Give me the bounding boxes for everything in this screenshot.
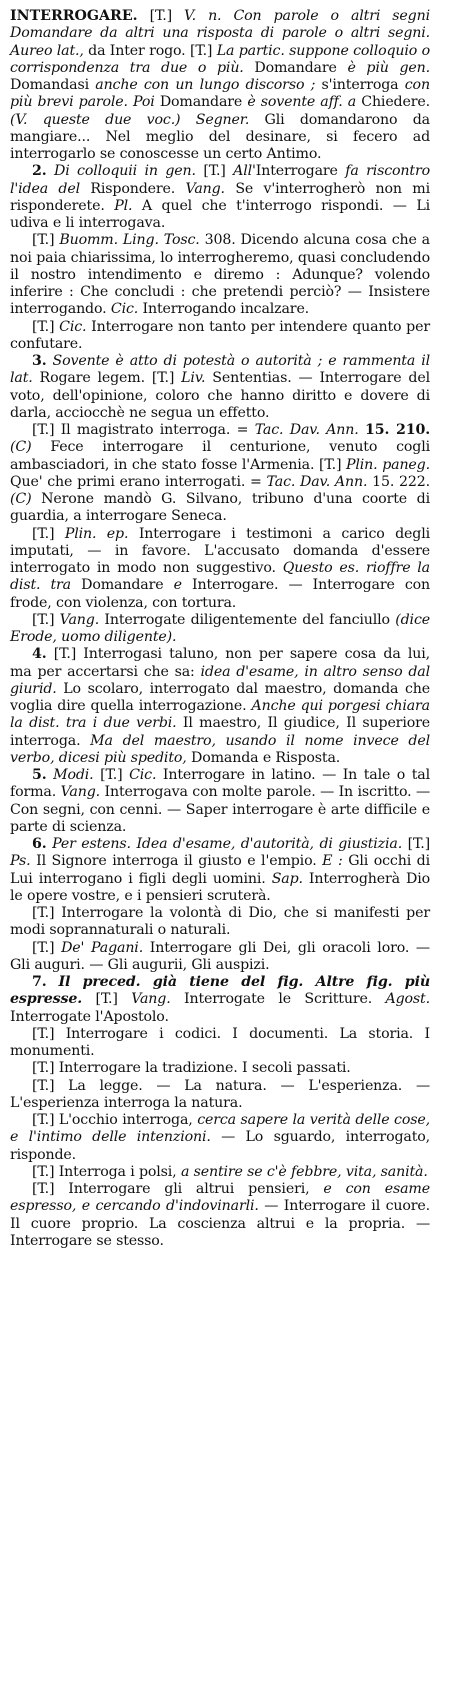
source-citation: Liv. [181,370,206,387]
entry-paragraph-7 [10,526,430,612]
usage-note: e con esame espresso, e cercando d'indovinarli. [10,1181,430,1215]
source-tag: (C) [10,439,32,456]
usage-note: è sovente aff. a [247,94,357,111]
term: Chiedere. [361,94,430,111]
example-quote: [T.] Interrogasi taluno, non per sapere cosa da lui, ma per accertarsi che sa: [10,646,430,680]
source-citation: E : [322,853,343,870]
source-tag: [T.] [32,525,55,542]
example-quote: [T.] Interrogare i codici. I documenti. La storia. I monumenti. [10,1025,430,1059]
source-citation: Vang. [131,991,171,1008]
source-tag: [T.] [100,767,123,783]
example-quote: Gli domandarono da mangiare... Nel meglio del desinare, si fecero ad interrogarlo se conoscesse un certo Antimo. [10,111,430,162]
source-citation: Ps. [10,853,31,870]
source-citation: Cic. [110,301,139,318]
term: Rispondere. [90,180,176,197]
term: Interrogare [255,163,338,180]
usage-note: cerca sapere la verità delle cose, e l'intimo delle intenzioni. [10,1112,430,1146]
usage-note: fa riscontro l'idea del [10,163,430,197]
definition-text: V. n. Con parole o altri segni Domandare da altri una risposta di parole o altri segni. Aureo lat., [10,8,430,59]
source-citation: Plin. ep. [64,525,129,542]
source-citation: Cic. [59,318,87,335]
source-tag: [T.] [32,318,55,335]
entry-paragraph-16 [10,1060,430,1077]
sense-number: 4. [32,646,47,663]
source-tag: [T.] [32,939,55,956]
entry-paragraph-4 [10,319,430,354]
entry-paragraph-8 [10,612,430,647]
entry-paragraph-2 [10,163,430,232]
usage-note: idea d'esame, in altro senso dal giurid. [10,663,430,697]
source-citation: Tac. Dav. Ann. [254,422,359,438]
term: Domanda e Risposta. [191,749,341,766]
source-citation: Pl. [114,197,133,214]
entry-paragraph-11 [10,836,430,905]
entry-paragraph-20 [10,1181,430,1250]
example-quote: 308. Dicendo alcuna cosa che a noi paia chiarissima, lo interrogheremo, quasi concludendo il nostro intendimento e diremo : Adunque? volendo inferire : Che concludi : che pretendi perciò? — Insistere interrogando. [10,232,430,318]
example-quote: Interrogare in latino. — In tale o tal forma. [10,767,430,801]
source-citation: Tac. Dav. Ann. [266,473,368,490]
latin-term: Rogare legem. [T.] [39,370,175,387]
usage-note: (dice Erode, uomo diligente). [10,611,430,645]
sense-label: Il preced. già tiene del fig. Altre fig. più espresse. [10,974,430,1008]
example-quote: Lo scolaro, interrogato dal maestro, domanda che voglia dire quella interrogazione. [10,680,430,714]
example-quote: [T.] Interrogare gli altrui pensieri, [32,1181,310,1197]
term: Interrogare. [192,577,279,594]
example-quote: [T.] Il magistrato interroga. = [32,422,249,438]
entry-paragraph-1 [10,8,430,163]
entry-paragraph-3 [10,232,430,318]
example-quote: [T.] Interrogare la volontà di Dio, che si manifesti per modi soprannaturali o naturali. [10,905,430,939]
usage-note: e [173,577,182,594]
example-quote: [T.] La legge. — La natura. — L'esperienza. — L'esperienza interroga la natura. [10,1077,430,1111]
usage-note: è più gen. [347,59,430,76]
entry-paragraph-12 [10,905,430,940]
example-quote: Interrogate l'Apostolo. [10,1008,169,1025]
example-quote: Il maestro, Il giudice, Il superiore interroga. [10,715,430,749]
term: Domandare [254,59,337,76]
example-quote: — Lo sguardo, interrogato, risponde. [10,1129,431,1163]
usage-note: All' [233,163,256,180]
example-quote: A quel che t'interrogo rispondi. — Li udiva e li interrogava. [10,197,430,231]
sense-number: 6. [32,836,47,852]
entry-paragraph-13 [10,940,430,975]
entry-paragraph-6 [10,422,430,526]
term: Domandare [81,577,164,594]
source-tag: [T.] [32,232,55,249]
source-citation: Vang. [60,784,100,801]
source-citation: Sap. [271,870,303,887]
example-quote: [T.] L'occhio interroga, [32,1112,193,1128]
entry-paragraph-5 [10,353,430,422]
entry-paragraph-10 [10,767,430,836]
sense-number: 5. [32,767,47,783]
sense-number: 2. [32,163,47,180]
usage-note: anche con un lungo discorso ; [95,77,316,93]
usage-note: Questo es. rioffre la dist. tra [10,560,430,594]
source-citation: Buomm. Ling. Tosc. [59,232,200,249]
entry-paragraph-17 [10,1078,430,1113]
usage-note: La partic. suppone colloquio o corrispondenza tra due o più. [10,42,430,76]
sense-label: Modi. [53,767,94,783]
entry-paragraph-9 [10,646,430,767]
source-tag: (C) [10,491,32,507]
usage-note: a sentire se c'è febbre, vita, sanità. [180,1163,428,1180]
etymology-text: da Inter rogo. [T.] [88,42,213,59]
citation-number: 15. 210. [365,422,430,438]
usage-note: Anche qui porgesi chiara la dist. tra i due verbi. [10,698,430,732]
example-quote: Interrogate le Scritture. [184,991,373,1008]
example-quote: Nerone mandò G. Silvano, tribuno d'una coorte di guardia, a interrogare Seneca. [10,491,430,525]
example-quote: Sententias. — Interrogare del voto, dell'opinione, coloro che hanno diritto e dovere di darla, acciocchè ne segua un effetto. [10,370,430,421]
source-citation: De' Pagani. [61,939,144,956]
dictionary-page [10,8,430,1688]
sense-label: Per estens. Idea d'esame, d'autorità, di giustizia. [52,836,403,852]
example-quote: [T.] Interrogare la tradizione. I secoli passati. [32,1060,351,1077]
entry-paragraph-15 [10,1026,430,1061]
example-quote: Interrogare i testimoni a carico degli imputati, — in favore. L'accusato domanda d'essere interrogato in modo non suggestivo. [10,525,430,576]
sense-label: Sovente è atto di potestà o autorità ; e rammenta il lat. [10,353,430,387]
example-quote: [T.] Interroga i polsi, [32,1163,177,1180]
example-quote: Gli occhi di Lui interrogano i figli degli uomini. [10,853,430,887]
sense-label: Di colloquii in gen. [53,163,196,180]
entry-paragraph-18 [10,1112,430,1164]
usage-note: Ma del maestro, usando il nome invece del verbo, dicesi più spedito, [10,732,430,766]
example-quote: Interrogate diligentemente del fanciullo [104,611,390,628]
source-citation: Vang. [185,180,225,197]
example-quote: Que' che primi erano interrogati. = [10,473,262,490]
source-tag: [T.] [407,836,430,852]
example-quote: Interrogare gli Dei, gli oracoli loro. — Gli auguri. — Gli augurii, Gli auspizi. [10,939,430,973]
source-citation: Plin. paneg. [346,456,430,473]
example-quote: Se v'interrogherò non mi risponderete. [10,180,430,214]
entry-paragraph-19 [10,1164,430,1181]
example-quote: Interrogava con molte parole. — In iscritto. — Con segni, con cenni. — Saper interrogare è arte difficile e parte di scienza. [10,784,430,835]
headword: INTERROGARE. [10,8,138,24]
term: Domandasi [10,77,89,93]
term: Domandare [159,94,243,111]
source-citation: (V. queste due voc.) Segner. [10,111,250,128]
example-quote: — Interrogare il cuore. Il cuore proprio. La coscienza altrui e la propria. — Interrogare se stesso. [10,1198,430,1249]
example-quote: Interrogando incalzare. [142,301,310,318]
usage-note: con più brevi parole. Poi [10,77,430,111]
example-quote: — Interrogare con frode, con violenza, con tortura. [10,577,430,611]
entry-paragraph-14 [10,974,430,1026]
source-citation: Agost. [385,991,430,1008]
source-tag: [T.] [149,8,172,24]
example-quote: Fece interrogare il centurione, venuto cogli ambasciadori, in che stato fosse l'Armenia. [T.] [10,439,430,473]
source-tag: [T.] [32,611,55,628]
source-tag: [T.] [95,991,118,1008]
source-citation: Vang. [59,611,100,628]
sense-number: 3. [32,353,47,369]
example-quote: Interrogare non tanto per intendere quanto per confutare. [10,318,430,352]
source-tag: [T.] [203,163,226,180]
example-quote: Il Signore interroga il giusto e l'empio. [36,853,317,870]
term: s'interroga [321,77,399,93]
citation-number: 15. 222. [372,473,430,490]
sense-number: 7. [32,974,47,990]
example-quote: Interrogherà Dio le opere vostre, e i pensieri scruterà. [10,870,430,904]
source-citation: Cic. [129,767,157,783]
